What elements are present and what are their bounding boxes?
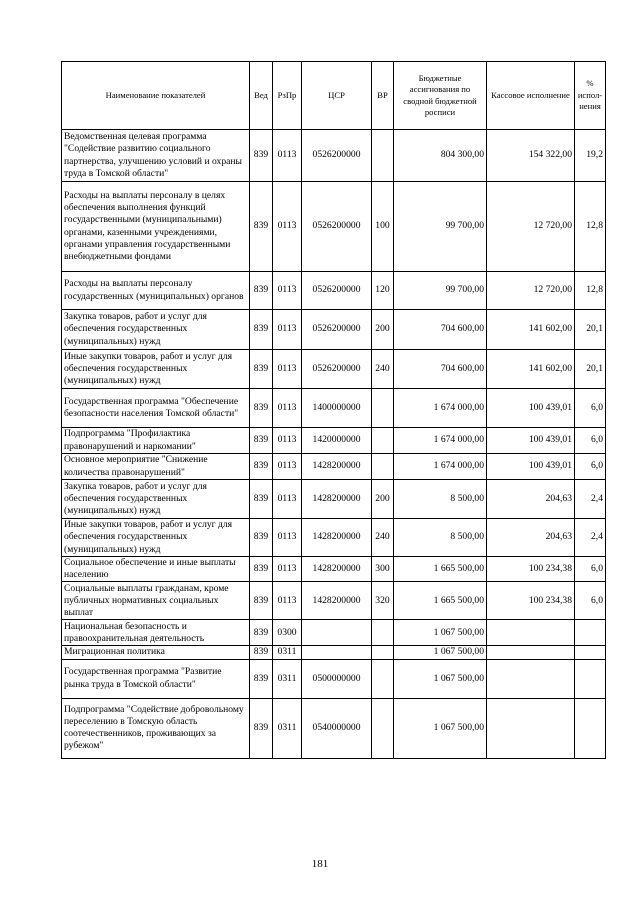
cell-rzpr: 0113 bbox=[273, 130, 302, 182]
cell-name: Государственная программа "Обеспечение безопасности населения Томской области" bbox=[62, 389, 250, 428]
cell-rzpr: 0113 bbox=[273, 519, 302, 557]
cell-vr bbox=[372, 428, 394, 454]
cell-csr: 0526200000 bbox=[302, 350, 372, 389]
cell-budget: 1 067 500,00 bbox=[394, 646, 487, 659]
cell-vr: 240 bbox=[372, 519, 394, 557]
cell-pct: 2,4 bbox=[575, 480, 606, 519]
cell-rzpr: 0311 bbox=[273, 698, 302, 758]
cell-budget: 1 067 500,00 bbox=[394, 698, 487, 758]
cell-budget: 99 700,00 bbox=[394, 182, 487, 272]
cell-kassa bbox=[487, 698, 575, 758]
cell-ved: 839 bbox=[250, 310, 273, 350]
table-row bbox=[62, 659, 606, 698]
table-row bbox=[62, 557, 606, 582]
cell-name: Подпрограмма "Содействие добровольному переселению в Томскую область соотечественников, проживающих за рубежом" bbox=[62, 698, 250, 758]
cell-name: Основное мероприятие "Снижение количества правонарушений" bbox=[62, 454, 250, 480]
cell-budget: 1 674 000,00 bbox=[394, 454, 487, 480]
cell-ved: 839 bbox=[250, 620, 273, 646]
cell-kassa: 100 439,01 bbox=[487, 454, 575, 480]
cell-vr: 240 bbox=[372, 350, 394, 389]
cell-ved: 839 bbox=[250, 557, 273, 582]
cell-pct: 19,2 bbox=[575, 130, 606, 182]
cell-csr: 0540000000 bbox=[302, 698, 372, 758]
table-row bbox=[62, 454, 606, 480]
cell-kassa: 204,63 bbox=[487, 519, 575, 557]
table-row bbox=[62, 428, 606, 454]
cell-pct: 12,8 bbox=[575, 182, 606, 272]
cell-vr bbox=[372, 646, 394, 659]
cell-rzpr: 0113 bbox=[273, 582, 302, 620]
table-header-row bbox=[62, 62, 606, 130]
col-header-kassa: Кассовое исполнение bbox=[487, 62, 575, 130]
cell-name: Закупка товаров, работ и услуг для обеспечения государственных (муниципальных) нужд bbox=[62, 480, 250, 519]
cell-vr: 320 bbox=[372, 582, 394, 620]
cell-budget: 1 067 500,00 bbox=[394, 659, 487, 698]
cell-ved: 839 bbox=[250, 480, 273, 519]
cell-ved: 839 bbox=[250, 389, 273, 428]
cell-rzpr: 0300 bbox=[273, 620, 302, 646]
cell-ved: 839 bbox=[250, 454, 273, 480]
cell-pct: 6,0 bbox=[575, 557, 606, 582]
cell-kassa: 12 720,00 bbox=[487, 182, 575, 272]
col-header-rzpr: РзПр bbox=[273, 62, 302, 130]
cell-name: Закупка товаров, работ и услуг для обеспечения государственных (муниципальных) нужд bbox=[62, 310, 250, 350]
cell-vr bbox=[372, 659, 394, 698]
cell-ved: 839 bbox=[250, 659, 273, 698]
cell-budget: 704 600,00 bbox=[394, 310, 487, 350]
cell-rzpr: 0113 bbox=[273, 480, 302, 519]
cell-csr: 0526200000 bbox=[302, 182, 372, 272]
cell-ved: 839 bbox=[250, 428, 273, 454]
cell-csr: 0526200000 bbox=[302, 310, 372, 350]
table-body bbox=[62, 130, 606, 759]
cell-csr: 1428200000 bbox=[302, 454, 372, 480]
cell-csr bbox=[302, 646, 372, 659]
cell-csr: 0526200000 bbox=[302, 272, 372, 310]
cell-pct: 20,1 bbox=[575, 310, 606, 350]
cell-pct: 6,0 bbox=[575, 389, 606, 428]
cell-pct: 6,0 bbox=[575, 428, 606, 454]
cell-rzpr: 0311 bbox=[273, 646, 302, 659]
cell-kassa bbox=[487, 659, 575, 698]
cell-kassa: 204,63 bbox=[487, 480, 575, 519]
cell-csr: 0500000000 bbox=[302, 659, 372, 698]
cell-rzpr: 0113 bbox=[273, 350, 302, 389]
cell-budget: 1 674 000,00 bbox=[394, 389, 487, 428]
cell-vr bbox=[372, 130, 394, 182]
cell-csr: 1420000000 bbox=[302, 428, 372, 454]
cell-vr bbox=[372, 620, 394, 646]
cell-name: Расходы на выплаты персоналу в целях обеспечения выполнения функций государственными (муниципальными) органами, казенными учреждениями, органами управления государственными внебюджетными фондами bbox=[62, 182, 250, 272]
cell-csr: 0526200000 bbox=[302, 130, 372, 182]
cell-ved: 839 bbox=[250, 350, 273, 389]
cell-vr bbox=[372, 389, 394, 428]
cell-budget: 804 300,00 bbox=[394, 130, 487, 182]
cell-csr bbox=[302, 620, 372, 646]
cell-pct bbox=[575, 659, 606, 698]
cell-rzpr: 0113 bbox=[273, 310, 302, 350]
cell-kassa: 141 602,00 bbox=[487, 310, 575, 350]
cell-kassa: 141 602,00 bbox=[487, 350, 575, 389]
cell-vr: 300 bbox=[372, 557, 394, 582]
cell-ved: 839 bbox=[250, 698, 273, 758]
cell-csr: 1428200000 bbox=[302, 582, 372, 620]
cell-vr: 200 bbox=[372, 310, 394, 350]
cell-ved: 839 bbox=[250, 272, 273, 310]
cell-vr: 200 bbox=[372, 480, 394, 519]
table-row bbox=[62, 310, 606, 350]
cell-budget: 1 674 000,00 bbox=[394, 428, 487, 454]
cell-kassa: 100 234,38 bbox=[487, 582, 575, 620]
cell-budget: 1 665 500,00 bbox=[394, 582, 487, 620]
cell-name: Социальные выплаты гражданам, кроме публичных нормативных социальных выплат bbox=[62, 582, 250, 620]
cell-name: Иные закупки товаров, работ и услуг для обеспечения государственных (муниципальных) нужд bbox=[62, 519, 250, 557]
table-row bbox=[62, 620, 606, 646]
cell-rzpr: 0113 bbox=[273, 454, 302, 480]
cell-vr bbox=[372, 698, 394, 758]
cell-kassa bbox=[487, 646, 575, 659]
cell-ved: 839 bbox=[250, 182, 273, 272]
cell-kassa: 100 234,38 bbox=[487, 557, 575, 582]
table-row bbox=[62, 389, 606, 428]
cell-budget: 99 700,00 bbox=[394, 272, 487, 310]
cell-vr: 120 bbox=[372, 272, 394, 310]
cell-vr bbox=[372, 454, 394, 480]
cell-name: Расходы на выплаты персоналу государственных (муниципальных) органов bbox=[62, 272, 250, 310]
cell-csr: 1428200000 bbox=[302, 519, 372, 557]
col-header-ved: Вед bbox=[250, 62, 273, 130]
cell-pct bbox=[575, 620, 606, 646]
cell-budget: 8 500,00 bbox=[394, 480, 487, 519]
cell-pct: 6,0 bbox=[575, 454, 606, 480]
cell-ved: 839 bbox=[250, 646, 273, 659]
cell-rzpr: 0113 bbox=[273, 557, 302, 582]
cell-rzpr: 0311 bbox=[273, 659, 302, 698]
table-row bbox=[62, 698, 606, 758]
col-header-budget: Бюджетные ассигнования по сводной бюджетной росписи bbox=[394, 62, 487, 130]
cell-kassa: 100 439,01 bbox=[487, 389, 575, 428]
cell-name: Подпрограмма "Профилактика правонарушений и наркомании" bbox=[62, 428, 250, 454]
cell-rzpr: 0113 bbox=[273, 428, 302, 454]
cell-pct: 6,0 bbox=[575, 582, 606, 620]
table-row bbox=[62, 519, 606, 557]
table-row bbox=[62, 272, 606, 310]
cell-kassa bbox=[487, 620, 575, 646]
cell-rzpr: 0113 bbox=[273, 182, 302, 272]
cell-pct bbox=[575, 698, 606, 758]
cell-ved: 839 bbox=[250, 130, 273, 182]
cell-csr: 1400000000 bbox=[302, 389, 372, 428]
col-header-pct: % испол-нения bbox=[575, 62, 606, 130]
cell-csr: 1428200000 bbox=[302, 480, 372, 519]
table-row bbox=[62, 480, 606, 519]
budget-execution-table bbox=[61, 61, 606, 759]
table-row bbox=[62, 130, 606, 182]
cell-budget: 704 600,00 bbox=[394, 350, 487, 389]
cell-ved: 839 bbox=[250, 519, 273, 557]
cell-name: Иные закупки товаров, работ и услуг для обеспечения государственных (муниципальных) нужд bbox=[62, 350, 250, 389]
cell-name: Национальная безопасность и правоохранительная деятельность bbox=[62, 620, 250, 646]
col-header-name: Наименование показателей bbox=[62, 62, 250, 130]
cell-name: Миграционная политика bbox=[62, 646, 250, 659]
cell-pct: 20,1 bbox=[575, 350, 606, 389]
cell-name: Государственная программа "Развитие рынка труда в Томской области" bbox=[62, 659, 250, 698]
cell-pct: 2,4 bbox=[575, 519, 606, 557]
cell-csr: 1428200000 bbox=[302, 557, 372, 582]
page-number: 181 bbox=[311, 858, 329, 870]
table-row bbox=[62, 182, 606, 272]
cell-budget: 1 665 500,00 bbox=[394, 557, 487, 582]
cell-name: Ведомственная целевая программа "Содействие развитию социального партнерства, улучшению условий и охраны труда в Томской области" bbox=[62, 130, 250, 182]
col-header-csr: ЦСР bbox=[302, 62, 372, 130]
cell-pct: 12,8 bbox=[575, 272, 606, 310]
cell-rzpr: 0113 bbox=[273, 389, 302, 428]
col-header-vr: ВР bbox=[372, 62, 394, 130]
cell-vr: 100 bbox=[372, 182, 394, 272]
cell-kassa: 100 439,01 bbox=[487, 428, 575, 454]
cell-kassa: 12 720,00 bbox=[487, 272, 575, 310]
cell-kassa: 154 322,00 bbox=[487, 130, 575, 182]
table-row bbox=[62, 582, 606, 620]
cell-ved: 839 bbox=[250, 582, 273, 620]
cell-rzpr: 0113 bbox=[273, 272, 302, 310]
table-row bbox=[62, 350, 606, 389]
cell-pct bbox=[575, 646, 606, 659]
cell-budget: 1 067 500,00 bbox=[394, 620, 487, 646]
cell-name: Социальное обеспечение и иные выплаты населению bbox=[62, 557, 250, 582]
cell-budget: 8 500,00 bbox=[394, 519, 487, 557]
table-row bbox=[62, 646, 606, 659]
